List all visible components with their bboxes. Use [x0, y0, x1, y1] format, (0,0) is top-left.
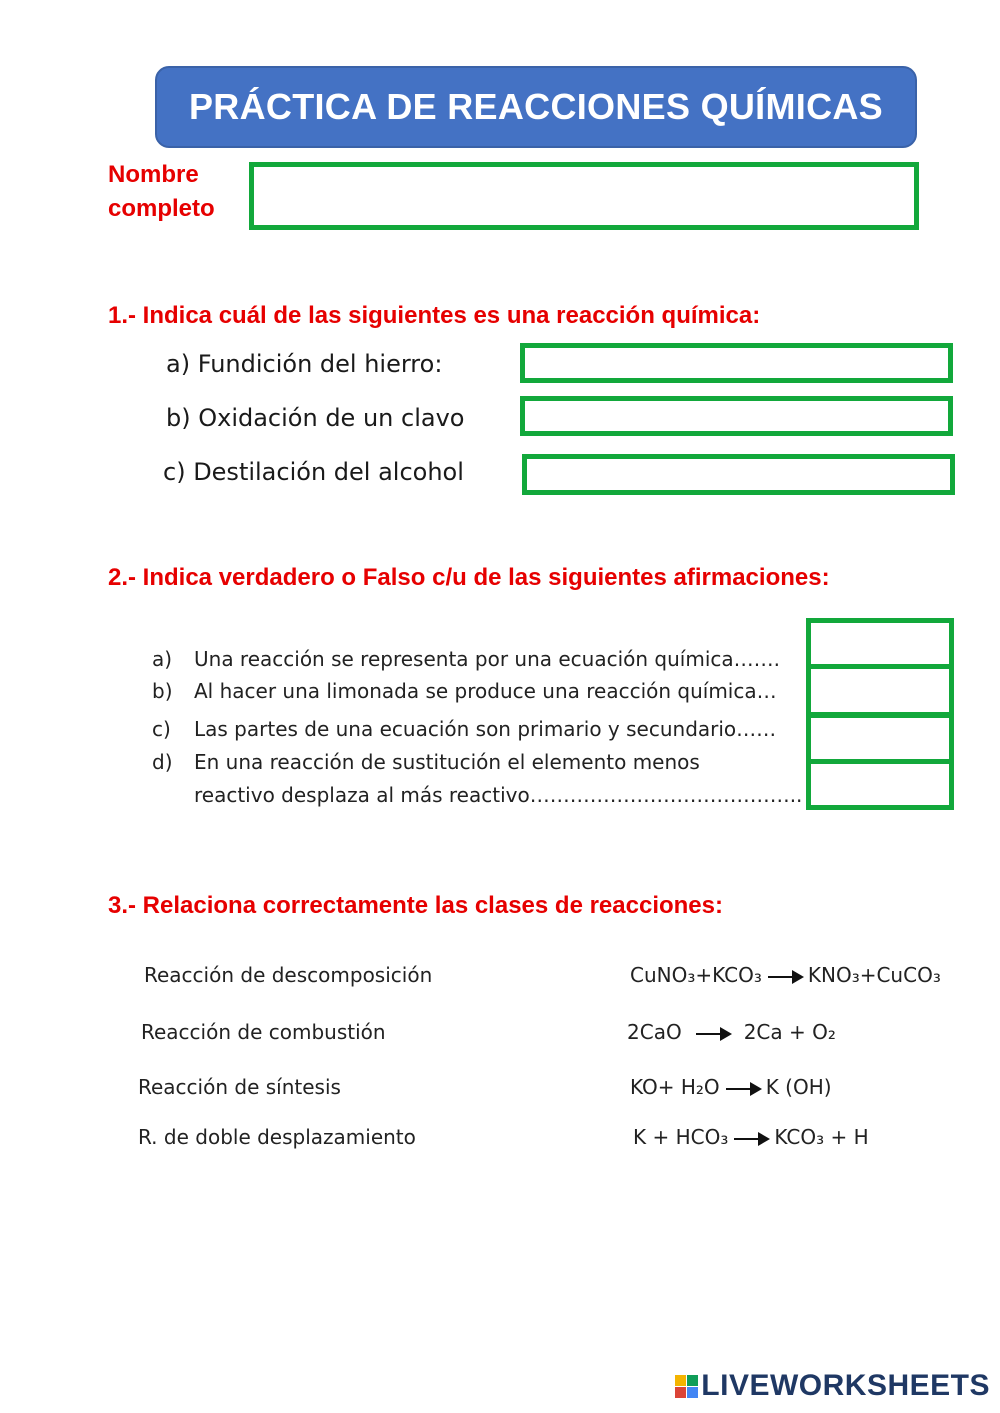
q2-item-a: [152, 647, 812, 675]
equation-1-reactants: CuNO₃+KCO₃: [630, 963, 762, 987]
q1-option-a: a) Fundición del hierro:: [166, 350, 443, 378]
reaction-type-4: R. de doble desplazamiento: [138, 1125, 416, 1149]
equation-1-products: KNO₃+CuCO₃: [807, 963, 941, 987]
arrow-icon: [726, 1088, 760, 1090]
q2-item-b: [152, 679, 812, 707]
q2-item-a-text: Una reacción se representa por una ecuación química…….: [194, 647, 781, 671]
q2-item-d-text: En una reacción de sustitución el elemento menos: [194, 750, 700, 774]
full-name-input[interactable]: [249, 162, 919, 230]
equation-2[interactable]: [627, 1020, 836, 1044]
q2-item-d-letter: d): [152, 750, 173, 774]
q1-option-c: c) Destilación del alcohol: [163, 458, 464, 486]
q2-item-c-letter: c): [152, 717, 171, 741]
equation-3-products: K (OH): [765, 1075, 832, 1099]
name-label-line1: Nombre: [108, 161, 199, 188]
equation-2-products: 2Ca + O₂: [743, 1020, 836, 1044]
liveworksheets-logo-text: LIVEWORKSHEETS: [701, 1369, 990, 1402]
reaction-type-3: Reacción de síntesis: [138, 1075, 341, 1099]
q1-answer-c-input[interactable]: [522, 454, 955, 495]
equation-3[interactable]: [630, 1075, 832, 1099]
liveworksheets-logo-icon: [675, 1375, 698, 1398]
q2-answer-b-input[interactable]: [806, 664, 954, 717]
liveworksheets-logo: [675, 1369, 990, 1403]
equation-4-reactants: K + HCO₃: [633, 1125, 729, 1149]
arrow-icon: [734, 1138, 768, 1140]
equation-2-reactants: 2CaO: [627, 1020, 682, 1044]
q2-answer-a-input[interactable]: [806, 618, 954, 669]
name-label-line2: completo: [108, 195, 215, 222]
name-label: [108, 158, 215, 226]
q1-answer-b-input[interactable]: [520, 396, 953, 436]
question-3-heading: 3.- Relaciona correctamente las clases de reacciones:: [108, 892, 723, 919]
q2-answer-c-input[interactable]: [806, 713, 954, 764]
q2-answer-d-input[interactable]: [806, 759, 954, 810]
q1-option-b: b) Oxidación de un clavo: [166, 404, 465, 432]
reaction-type-1: Reacción de descomposición: [144, 963, 433, 987]
q2-item-c-text: Las partes de una ecuación son primario y secundario……: [194, 717, 777, 741]
arrow-icon: [768, 976, 802, 978]
arrow-icon: [696, 1033, 730, 1035]
equation-1[interactable]: [630, 963, 941, 987]
page-title: PRÁCTICA DE REACCIONES QUÍMICAS: [155, 66, 917, 148]
q1-answer-a-input[interactable]: [520, 343, 953, 383]
q2-item-c: [152, 717, 812, 745]
q2-item-b-text: Al hacer una limonada se produce una reacción química…: [194, 679, 777, 703]
q2-item-d-text-line2: reactivo desplaza al más reactivo…………………………………..: [194, 783, 803, 807]
equation-4[interactable]: [633, 1125, 869, 1149]
q2-item-d: [152, 750, 812, 810]
q2-item-a-letter: a): [152, 647, 173, 671]
equation-4-products: KCO₃ + H: [774, 1125, 869, 1149]
question-1-heading: 1.- Indica cuál de las siguientes es una reacción química:: [108, 302, 761, 329]
q2-item-b-letter: b): [152, 679, 173, 703]
question-2-heading: 2.- Indica verdadero o Falso c/u de las siguientes afirmaciones:: [108, 564, 830, 591]
reaction-type-2: Reacción de combustión: [141, 1020, 386, 1044]
equation-3-reactants: KO+ H₂O: [630, 1075, 720, 1099]
